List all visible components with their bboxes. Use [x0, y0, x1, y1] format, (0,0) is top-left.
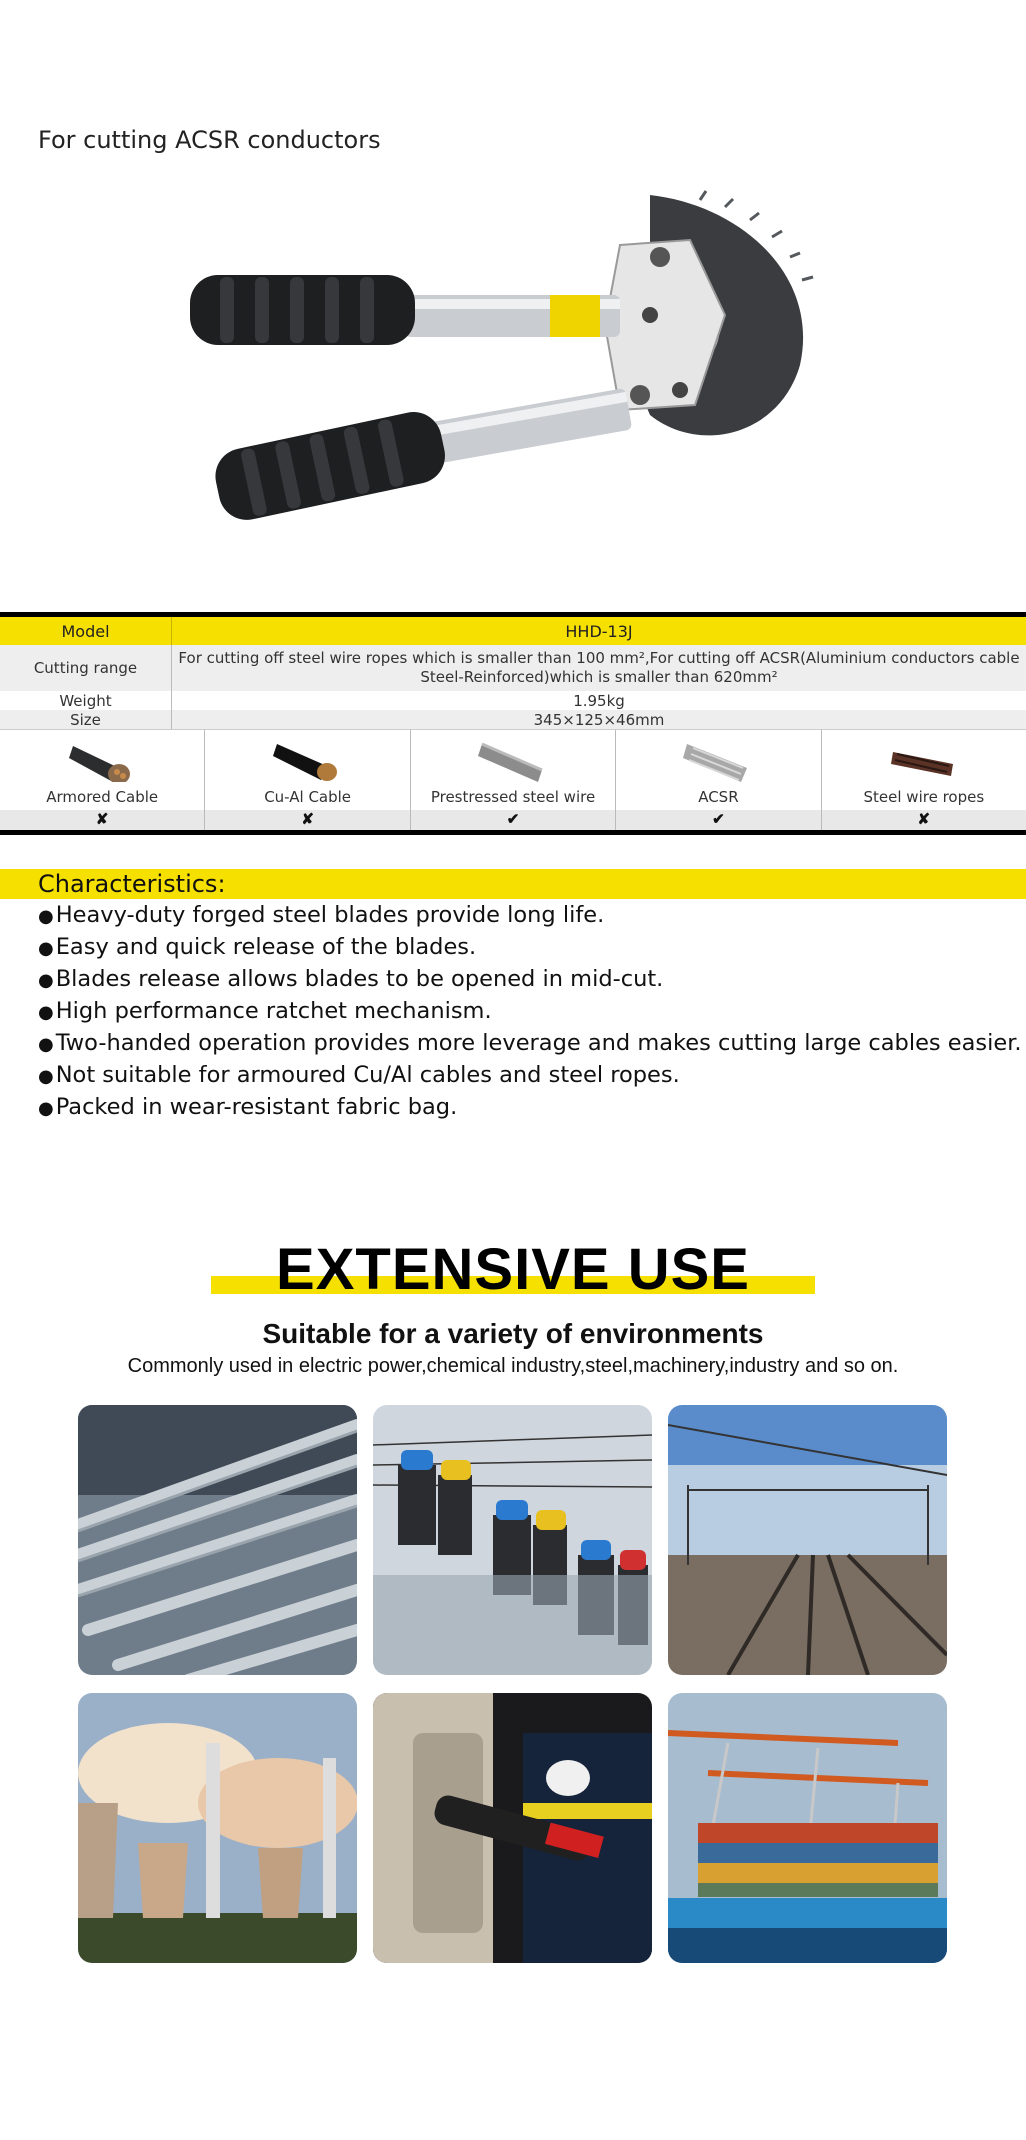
material-steel-wire-ropes [822, 730, 1026, 830]
material-label: ACSR [698, 788, 739, 806]
table-row-model [0, 617, 1026, 645]
list-item: ● Packed in wear-resistant fabric bag. [38, 1092, 1022, 1124]
list-item: ● Blades release allows blades to be opened in mid-cut. [38, 964, 1022, 996]
acsr-icon [683, 738, 753, 782]
check-icon: ✔ [411, 810, 615, 830]
image-railway [668, 1405, 947, 1675]
cu-al-cable-icon [273, 738, 343, 782]
characteristics-title: Characteristics: [38, 870, 226, 898]
steel-wire-icon [478, 738, 548, 782]
intro-title: For cutting ACSR conductors [38, 126, 381, 154]
armored-cable-icon [67, 738, 137, 782]
table-row-cutting-range [0, 645, 1026, 691]
model-label: Model [0, 617, 172, 645]
range-label: Cutting range [0, 645, 172, 691]
list-item: ● High performance ratchet mechanism. [38, 996, 1022, 1028]
table-bottom-bar [0, 830, 1026, 835]
image-rescue-cutting [373, 1693, 652, 1963]
material-label: Prestressed steel wire [430, 788, 596, 806]
range-line-1: For cutting off steel wire ropes which is smaller than 100 mm²,For cutting off ACSR(Aluminium conductors cable [178, 649, 1020, 667]
range-line-2: Steel-Reinforced)which is smaller than 620mm² [420, 668, 778, 686]
material-label: Armored Cable [46, 788, 159, 806]
material-cu-al-cable [205, 730, 410, 830]
extensive-use-title: EXTENSIVE USE [276, 1237, 750, 1302]
image-insulators [373, 1405, 652, 1675]
weight-value: 1.95kg [172, 691, 1026, 710]
table-row-weight [0, 691, 1026, 710]
image-power-plant [78, 1693, 357, 1963]
table-row-size [0, 710, 1026, 729]
cross-icon: ✘ [822, 810, 1026, 830]
extensive-use-subtitle: Suitable for a variety of environments [262, 1318, 764, 1349]
list-item: ● Two-handed operation provides more leverage and makes cutting large cables easier. [38, 1028, 1022, 1060]
material-acsr [616, 730, 821, 830]
list-item: ● Heavy-duty forged steel blades provide long life. [38, 900, 1022, 932]
material-armored-cable [0, 730, 205, 830]
image-pipes [78, 1405, 357, 1675]
cross-icon: ✘ [205, 810, 409, 830]
material-label: Cu-Al Cable [264, 788, 352, 806]
steel-rope-icon [889, 738, 959, 782]
material-label: Steel wire ropes [863, 788, 985, 806]
weight-label: Weight [0, 691, 172, 710]
size-label: Size [0, 710, 172, 729]
range-value [172, 645, 1026, 691]
list-item: ● Easy and quick release of the blades. [38, 932, 1022, 964]
list-item: ● Not suitable for armoured Cu/Al cables and steel ropes. [38, 1060, 1022, 1092]
material-prestressed-steel-wire [411, 730, 616, 830]
spec-table [0, 612, 1026, 835]
image-container-port [668, 1693, 947, 1963]
materials-row [0, 729, 1026, 830]
extensive-use-description: Commonly used in electric power,chemical industry,steel,machinery,industry and so on. [127, 1355, 899, 1377]
product-image [180, 165, 850, 535]
characteristics-list [38, 900, 1022, 1124]
check-icon: ✔ [616, 810, 820, 830]
model-value: HHD-13J [172, 617, 1026, 645]
size-value: 345×125×46mm [172, 710, 1026, 729]
cross-icon: ✘ [0, 810, 204, 830]
